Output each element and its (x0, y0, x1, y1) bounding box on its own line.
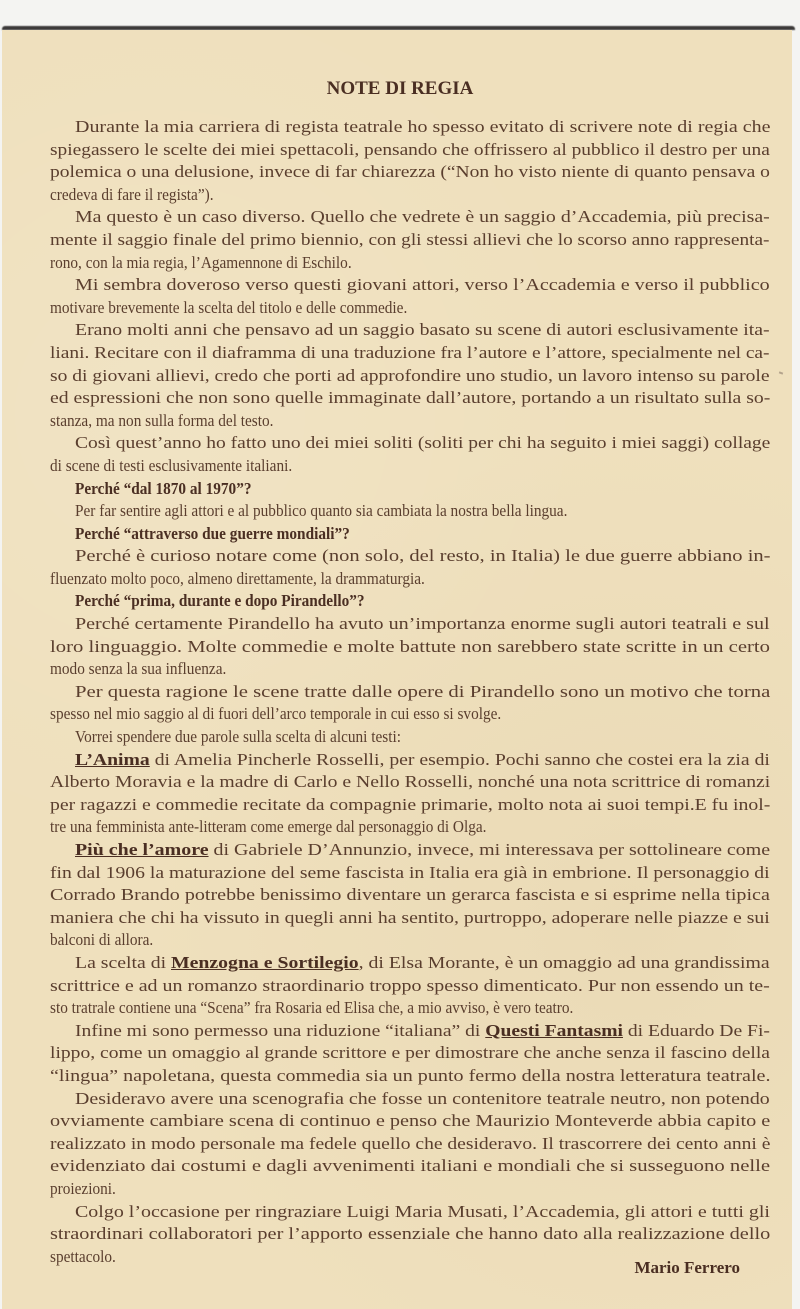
line-content (75, 523, 350, 546)
text-segment: evidenziato dai costumi e dagli avvenimenti italiani e mondiali che si susseguono nelle (50, 1156, 771, 1176)
line-content (50, 929, 153, 952)
text-segment: Colgo l’occasione per ringraziare Luigi Maria Musati, l’Accademia, gli attori e tutti gli (75, 1201, 770, 1221)
text-segment: Desideravo avere una scenografia che fosse un contenitore teatrale neutro, non potendo (75, 1088, 770, 1108)
text-line (50, 1042, 770, 1065)
line-content (50, 161, 770, 184)
text-segment: La scelta di (75, 952, 172, 972)
line-content (50, 139, 770, 162)
line-content (50, 229, 769, 252)
text-line (50, 862, 770, 885)
text-segment: polemica o una delusione, invece di far chiarezza (“Non ho visto niente di quanto pensava o (50, 162, 770, 182)
text-segment: liani. Recitare con il diaframma di una traduzione fra l’autore e l’attore, specialmente nel ca- (50, 342, 770, 362)
text-line (50, 1201, 770, 1224)
text-segment: Perché “dal 1870 al 1970”? (75, 478, 252, 498)
text-segment: fluenzato molto poco, almeno direttamente, la drammaturgia. (50, 568, 425, 588)
line-content (75, 590, 365, 613)
text-segment: scrittrice e ad un romanzo straordinario troppo spesso dimenticato. Pur non essendo un te- (50, 975, 770, 995)
text-line (50, 1088, 770, 1111)
text-segment: mente il saggio finale del primo biennio, con gli stessi allievi che lo scorso anno rappresenta- (50, 229, 770, 249)
line-content (50, 297, 407, 320)
text-segment: Perché è curioso notare come (non solo, del resto, in Italia) le due guerre abbiano in- (75, 546, 771, 566)
line-content (75, 274, 770, 297)
text-line (50, 206, 770, 229)
text-segment: rono, con la mia regia, l’Agamennone di Eschilo. (50, 252, 352, 272)
text-line (50, 613, 770, 636)
text-segment: modo senza la sua influenza. (50, 659, 227, 679)
text-line (50, 342, 770, 365)
line-content (50, 816, 486, 839)
text-segment: di Gabriele D’Annunzio, invece, mi interessava per sottolineare come (208, 840, 771, 859)
text-line (50, 161, 770, 184)
text-segment: ed espressioni che non sono quelle immaginate dall’autore, portando a un risultato sulla so- (50, 388, 771, 408)
text-line (50, 229, 770, 252)
text-segment: Perché “attraverso due guerre mondiali”? (75, 523, 350, 543)
line-content (75, 613, 770, 636)
text-segment: so di giovani allievi, credo che porti ad approfondire uno studio, un lavoro intenso su parole (50, 365, 770, 385)
text-line (50, 726, 770, 749)
text-segment: Alberto Moravia e la madre di Carlo e Nello Rosselli, nonché una nota scrittrice di romanzi (50, 772, 771, 792)
work-title: L’Anima (75, 749, 150, 769)
line-content (50, 342, 770, 365)
line-content (75, 681, 770, 704)
text-segment: Infine mi sono permesso una riduzione “italiana” di (75, 1020, 486, 1040)
text-line (50, 252, 770, 275)
line-content (50, 794, 770, 817)
line-content (75, 839, 770, 862)
text-segment: lippo, come un omaggio al grande scrittore e per dimostrare che anche senza il fascino della (50, 1043, 770, 1063)
line-content (50, 455, 292, 478)
line-content (75, 206, 770, 229)
text-line (50, 658, 770, 681)
section-question (50, 523, 770, 546)
text-segment: motivare brevemente la scelta del titolo e delle commedie. (50, 297, 408, 317)
text-line (50, 432, 770, 455)
text-segment: Per questa ragione le scene tratte dalle opere di Pirandello sono un motivo che torna (75, 681, 771, 701)
line-content (75, 116, 771, 139)
text-segment: per ragazzi e commedie recitate da compagnie primarie, molto nota ai suoi tempi.E fu inol- (50, 794, 771, 814)
line-content (75, 478, 252, 501)
line-content (50, 1246, 116, 1269)
line-content (50, 636, 770, 659)
text-segment: maniera che chi ha vissuto in quegli anni ha sentito, purtroppo, adoperare nelle piazze e sui (50, 907, 770, 927)
text-line (50, 1155, 770, 1178)
text-segment: Durante la mia carriera di regista teatrale ho spesso evitato di scrivere note di regia che (75, 117, 771, 136)
text-line (50, 410, 770, 433)
text-segment: di Eduardo De Fi- (622, 1020, 770, 1040)
line-content (50, 1042, 770, 1065)
text-segment: Perché “prima, durante e dopo Pirandello”? (75, 591, 365, 611)
text-line (50, 1133, 770, 1156)
text-segment: spettacolo. (50, 1246, 116, 1266)
line-content (50, 1110, 770, 1133)
text-line (50, 1110, 770, 1133)
text-line (50, 184, 770, 207)
text-line (50, 952, 770, 975)
text-segment: Per far sentire agli attori e al pubblico quanto sia cambiata la nostra bella lingua. (75, 501, 568, 521)
text-segment: Ma questo è un caso diverso. Quello che vedrete è un saggio d’Accademia, più precisa- (75, 207, 770, 227)
work-title: Più che l’amore (75, 840, 209, 859)
work-title: Menzogna e Sortilegio (171, 952, 359, 972)
line-content (75, 1201, 770, 1224)
text-segment: proiezioni. (50, 1178, 116, 1198)
document-body (50, 116, 770, 1268)
line-content (75, 726, 401, 749)
line-content (75, 749, 770, 772)
text-line (50, 387, 770, 410)
line-content (50, 1155, 770, 1178)
line-content (50, 884, 770, 907)
line-content (75, 952, 770, 975)
text-line (50, 703, 770, 726)
text-segment: , di Elsa Morante, è un omaggio ad una grandissima (358, 952, 770, 972)
text-line (50, 319, 770, 342)
text-line (50, 749, 770, 772)
line-content (75, 545, 771, 568)
text-segment: balconi di allora. (50, 930, 154, 950)
text-line (50, 681, 770, 704)
text-line (50, 545, 770, 568)
text-segment: tre una femminista ante-litteram come emerge dal personaggio di Olga. (50, 817, 487, 837)
text-line (50, 1223, 770, 1246)
text-segment: credeva di fare il regista”). (50, 184, 214, 204)
text-line (50, 297, 770, 320)
line-content (50, 907, 770, 930)
line-content (50, 658, 226, 681)
line-content (50, 975, 770, 998)
text-line (50, 1178, 770, 1201)
text-segment: “lingua” napoletana, questa commedia sia un punto fermo della nostra letteratura teatrale. (50, 1065, 771, 1085)
text-segment: realizzato in modo personale ma fedele quello che desideravo. Il trascorrere dei cento anni è (50, 1133, 771, 1153)
line-content (75, 1020, 770, 1043)
line-content (50, 997, 573, 1020)
text-line (50, 636, 770, 659)
text-segment: Corrado Brando potrebbe benissimo diventare un gerarca fascista e si esprime nella tipica (50, 885, 770, 905)
text-line (50, 1020, 770, 1043)
text-line (50, 500, 770, 523)
text-segment: spesso nel mio saggio al di fuori dell’arco temporale in cui esso si svolge. (50, 704, 502, 724)
text-segment: Mi sembra doveroso verso questi giovani attori, verso l’Accademia e verso il pubblico (75, 275, 770, 295)
section-question (50, 478, 770, 501)
line-content (75, 500, 567, 523)
text-segment: fin dal 1906 la maturazione del seme fascista in Italia era già in embrione. Il personaggio di (50, 862, 770, 882)
text-line (50, 274, 770, 297)
text-segment: stanza, ma non sulla forma del testo. (50, 410, 274, 430)
text-line (50, 568, 770, 591)
work-title: Questi Fantasmi (485, 1020, 623, 1040)
line-content (50, 365, 770, 388)
page-title: NOTE DI REGIA (326, 78, 474, 99)
text-segment: straordinari collaboratori per l’apporto essenziale che hanno dato alla realizzazione dello (50, 1224, 771, 1244)
text-segment: spiegassero le scelte dei miei spettacoli, pensando che offrissero al pubblico il destro per una (50, 139, 770, 159)
text-segment: di Amelia Pincherle Rosselli, per esempio. Pochi sanno che costei era la zia di (149, 749, 770, 769)
text-segment: Perché certamente Pirandello ha avuto un’importanza enorme sugli autori teatrali e sul (75, 614, 770, 634)
text-line (50, 771, 770, 794)
line-content (50, 568, 425, 591)
line-content (50, 1133, 770, 1156)
line-content (50, 387, 770, 410)
text-line (50, 365, 770, 388)
line-content (75, 319, 770, 342)
line-content (50, 862, 770, 885)
line-content (50, 184, 214, 207)
line-content (50, 252, 352, 275)
text-segment: loro linguaggio. Molte commedie e molte battute non sarebbero state scritte in un certo (50, 636, 770, 656)
line-content (50, 1065, 770, 1088)
text-line (50, 816, 770, 839)
line-content (50, 771, 770, 794)
line-content (50, 703, 501, 726)
text-segment: Erano molti anni che pensavo ad un saggio basato su scene di autori esclusivamente ita- (75, 320, 770, 340)
text-line (50, 907, 770, 930)
text-line (50, 839, 770, 862)
text-line (50, 455, 770, 478)
text-line (50, 929, 770, 952)
text-line (50, 1065, 770, 1088)
text-segment: di scene di testi esclusivamente italiani. (50, 455, 293, 475)
text-line (50, 139, 770, 162)
line-content (75, 432, 770, 455)
text-segment: ovviamente cambiare scena di continuo e penso che Maurizio Monteverde abbia capito e (50, 1111, 771, 1131)
text-line (50, 794, 770, 817)
line-content (75, 1088, 770, 1111)
text-line (50, 884, 770, 907)
text-line (50, 997, 770, 1020)
text-segment: Vorrei spendere due parole sulla scelta di alcuni testi: (75, 727, 402, 747)
line-content (50, 1223, 770, 1246)
line-content (50, 1178, 116, 1201)
text-line (50, 116, 770, 139)
line-content (50, 410, 273, 433)
author-signature: Mario Ferrero (634, 1258, 740, 1277)
section-question (50, 590, 770, 613)
text-segment: Così quest’anno ho fatto uno dei miei soliti (soliti per chi ha seguito i miei saggi) collage (75, 433, 771, 453)
text-segment: sto tratrale contiene una “Scena” fra Rosaria ed Elisa che, a mio avviso, è vero teatro. (50, 998, 574, 1018)
text-line (50, 975, 770, 998)
